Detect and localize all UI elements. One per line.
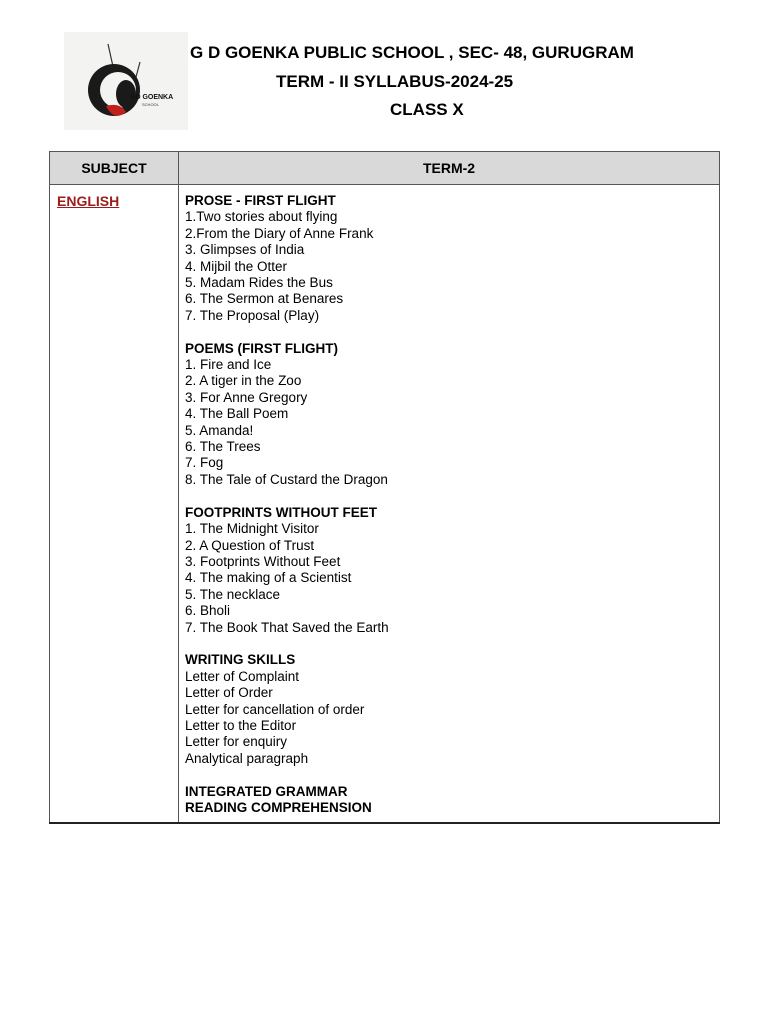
svg-text:GD GOENKA: GD GOENKA — [130, 94, 174, 101]
list-item: Letter of Complaint — [185, 668, 300, 684]
section-title: WRITING SKILLS — [185, 652, 296, 668]
subject-cell — [50, 185, 179, 824]
syllabus-table — [49, 151, 720, 824]
class-title: CLASS X — [390, 100, 464, 119]
syllabus-section — [185, 652, 713, 767]
list-item: 3. For Anne Gregory — [185, 389, 308, 405]
list-item: 5. The necklace — [185, 586, 281, 602]
list-item: 4. The making of a Scientist — [185, 570, 352, 586]
list-item: 1. The Midnight Visitor — [185, 521, 319, 537]
list-item: 8. The Tale of Custard the Dragon — [185, 471, 388, 487]
section-title: POEMS (FIRST FLIGHT) — [185, 340, 338, 356]
syllabus-section — [185, 784, 713, 817]
list-item: Letter for enquiry — [185, 734, 288, 750]
list-item: 2.From the Diary of Anne Frank — [185, 225, 374, 241]
section-title: INTEGRATED GRAMMAR — [185, 783, 348, 799]
subject-name: ENGLISH — [57, 193, 120, 209]
syllabus-section — [185, 341, 713, 489]
list-item: 1.Two stories about flying — [185, 209, 338, 225]
syllabus-title: TERM - II SYLLABUS-2024-25 — [276, 72, 514, 91]
list-item: READING COMPREHENSION — [185, 799, 372, 815]
syllabus-content — [179, 185, 720, 824]
list-item: Letter for cancellation of order — [185, 701, 365, 717]
list-item: 4. The Ball Poem — [185, 406, 289, 422]
list-item: 3. Glimpses of India — [185, 242, 305, 258]
svg-text:SCHOOL: SCHOOL — [142, 102, 159, 107]
school-name: G D GOENKA PUBLIC SCHOOL , SEC- 48, GURUGRAM — [190, 43, 634, 62]
column-header-term: TERM-2 — [179, 152, 720, 185]
list-item: 6. The Sermon at Benares — [185, 291, 344, 307]
list-item: Letter to the Editor — [185, 717, 297, 733]
school-logo — [64, 32, 188, 130]
table-row — [50, 185, 720, 824]
list-item: 7. The Book That Saved the Earth — [185, 619, 389, 635]
table-header-row — [50, 152, 720, 185]
list-item: 1. Fire and Ice — [185, 357, 272, 373]
list-item: 6. The Trees — [185, 439, 261, 455]
list-item: 5. Madam Rides the Bus — [185, 275, 333, 291]
column-header-subject: SUBJECT — [50, 152, 179, 185]
list-item: 5. Amanda! — [185, 422, 254, 438]
list-item: 6. Bholi — [185, 603, 231, 619]
list-item: 2. A tiger in the Zoo — [185, 373, 302, 389]
list-item: 2. A Question of Trust — [185, 537, 315, 553]
syllabus-section — [185, 193, 713, 324]
list-item: Letter of Order — [185, 685, 273, 701]
section-title: FOOTPRINTS WITHOUT FEET — [185, 504, 377, 520]
section-title: PROSE - FIRST FLIGHT — [185, 193, 336, 208]
list-item: 7. The Proposal (Play) — [185, 307, 320, 323]
list-item: 3. Footprints Without Feet — [185, 553, 341, 569]
syllabus-section — [185, 505, 713, 636]
list-item: 4. Mijbil the Otter — [185, 258, 288, 274]
list-item: Analytical paragraph — [185, 750, 309, 766]
list-item: 7. Fog — [185, 455, 224, 471]
